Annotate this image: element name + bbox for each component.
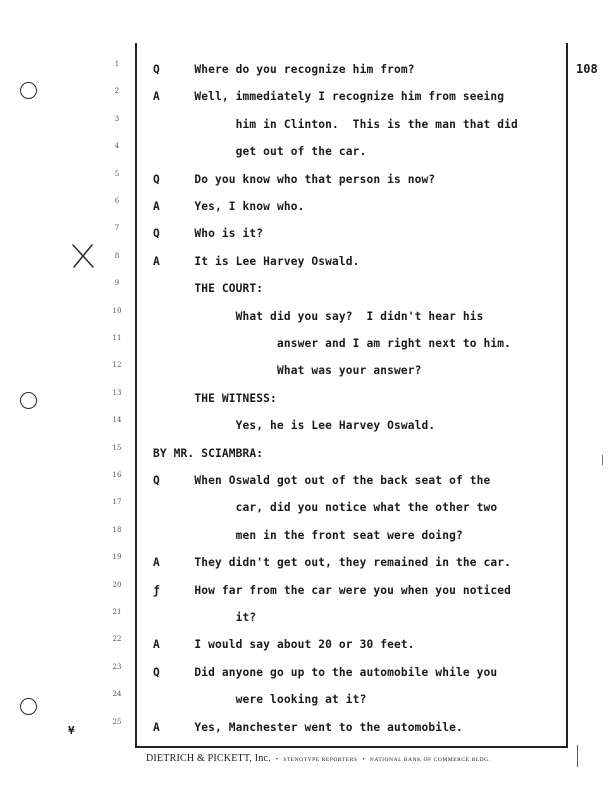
line-number: 13 bbox=[112, 388, 122, 397]
transcript-line: Yes, he is Lee Harvey Oswald. bbox=[153, 419, 436, 433]
line-number: 12 bbox=[112, 361, 122, 370]
transcript-line: THE COURT: bbox=[153, 282, 264, 296]
line-number: 9 bbox=[114, 279, 120, 288]
reporter-footer bbox=[146, 753, 556, 764]
edge-scan-mark bbox=[577, 745, 578, 767]
line-number: 7 bbox=[114, 224, 120, 233]
transcript-line: Q When Oswald got out of the back seat of the bbox=[153, 474, 491, 487]
line-number: 24 bbox=[112, 690, 122, 699]
line-number: 19 bbox=[112, 553, 122, 562]
transcript-line: him in Clinton. This is the man that did bbox=[153, 117, 518, 131]
line-number: 22 bbox=[112, 635, 122, 644]
left-margin-rule bbox=[135, 43, 137, 748]
line-number: 18 bbox=[112, 525, 122, 534]
line-number: 25 bbox=[112, 717, 122, 726]
line-number: 17 bbox=[112, 498, 122, 507]
transcript-line: A It is Lee Harvey Oswald. bbox=[153, 254, 360, 268]
line-number: 6 bbox=[114, 197, 120, 205]
transcript-line: Q Who is it? bbox=[153, 227, 264, 241]
line-number: 10 bbox=[112, 306, 122, 315]
line-number: 3 bbox=[114, 114, 120, 123]
transcript-line: answer and I am right next to him. bbox=[153, 337, 512, 350]
transcript-line: What was your answer? bbox=[153, 364, 422, 378]
edge-scan-mark bbox=[602, 455, 603, 465]
line-number: 8 bbox=[114, 251, 120, 260]
footer-service: STENOTYPE REPORTERS bbox=[283, 757, 358, 763]
footer-address: NATIONAL BANK OF COMMERCE BLDG. bbox=[369, 757, 491, 763]
margin-tick-mark: ¥ bbox=[68, 724, 75, 737]
right-margin-rule bbox=[566, 43, 568, 748]
transcript-line: A Yes, I know who. bbox=[153, 200, 305, 213]
bottom-rule bbox=[135, 746, 567, 748]
line-number: 14 bbox=[112, 416, 122, 425]
line-number: 1 bbox=[114, 60, 120, 68]
transcript-line: Q Do you know who that person is now? bbox=[153, 172, 436, 186]
transcript-line: men in the front seat were doing? bbox=[153, 528, 463, 542]
transcript-line: Q Did anyone go up to the automobile while you bbox=[153, 665, 498, 679]
transcript-line: ƒ How far from the car were you when you noticed bbox=[153, 583, 512, 597]
transcript-line: A Well, immediately I recognize him from seeing bbox=[153, 90, 505, 104]
transcript-line: car, did you notice what the other two bbox=[153, 501, 498, 515]
transcript-line: A Yes, Manchester went to the automobile. bbox=[153, 720, 463, 734]
line-number: 23 bbox=[112, 662, 122, 671]
transcript-line: get out of the car. bbox=[153, 145, 367, 159]
binder-hole-middle bbox=[20, 392, 37, 409]
line-number: 4 bbox=[114, 142, 120, 151]
page-number: 108 bbox=[576, 62, 598, 76]
footer-separator: • bbox=[362, 757, 365, 763]
transcript-line: it? bbox=[153, 611, 257, 624]
handwritten-x-mark bbox=[70, 243, 96, 269]
line-number: 16 bbox=[112, 471, 122, 479]
line-number: 5 bbox=[114, 169, 120, 178]
line-number: 20 bbox=[112, 580, 122, 589]
transcript-line: A They didn't get out, they remained in the car. bbox=[153, 556, 512, 570]
transcript-line: Q Where do you recognize him from? bbox=[153, 63, 415, 76]
transcript-line: A I would say about 20 or 30 feet. bbox=[153, 638, 415, 652]
line-number: 11 bbox=[112, 334, 122, 342]
transcript-line: What did you say? I didn't hear his bbox=[153, 309, 484, 323]
line-number: 2 bbox=[114, 87, 120, 96]
binder-hole-bottom bbox=[20, 698, 37, 715]
line-number: 21 bbox=[112, 608, 122, 616]
line-number: 15 bbox=[112, 443, 122, 452]
footer-separator: • bbox=[275, 757, 279, 763]
footer-firm: DIETRICH & PICKETT, Inc. bbox=[146, 753, 271, 764]
transcript-line: THE WITNESS: bbox=[153, 391, 277, 405]
transcript-line: BY MR. SCIAMBRA: bbox=[153, 446, 264, 460]
binder-hole-top bbox=[20, 82, 37, 99]
transcript-line: were looking at it? bbox=[153, 693, 367, 707]
